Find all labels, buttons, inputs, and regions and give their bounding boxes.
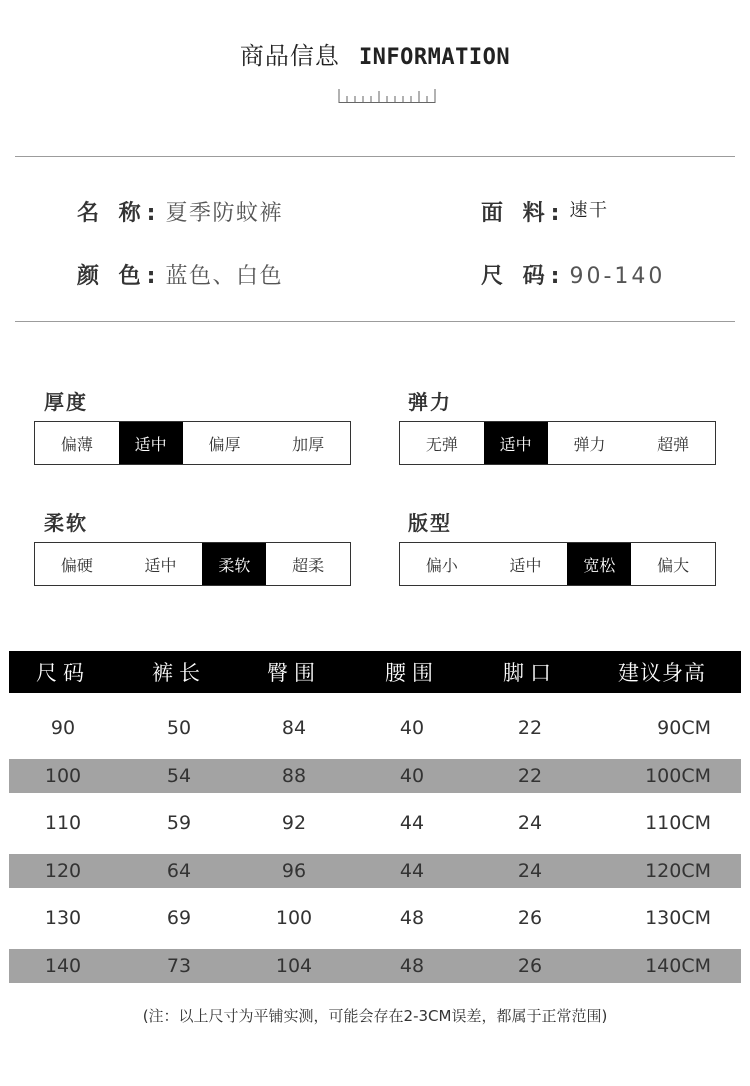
size-table-header — [9, 651, 741, 693]
cell-height: 110CM — [645, 812, 711, 834]
info-name — [77, 196, 283, 227]
softness-title: 柔软 — [44, 511, 88, 535]
cell-length: 50 — [166, 717, 192, 739]
table-row — [9, 759, 741, 793]
cell-waist: 44 — [399, 860, 425, 882]
fit-option-loose-selected: 宽松 — [567, 543, 631, 585]
size-colon: : — [550, 264, 560, 289]
fabric-colon: : — [550, 201, 560, 226]
elasticity-option-none: 无弹 — [425, 434, 458, 454]
fit-title: 版型 — [408, 511, 452, 535]
cell-size: 100 — [44, 765, 82, 787]
cell-waist: 40 — [399, 765, 425, 787]
cell-leg-opening: 22 — [517, 717, 543, 739]
softness-option-super-soft: 超柔 — [292, 555, 325, 575]
cell-length: 69 — [166, 907, 192, 929]
divider-top — [15, 156, 735, 157]
divider-middle — [15, 321, 735, 322]
cell-height: 100CM — [645, 765, 711, 787]
color-colon: : — [146, 264, 156, 289]
cell-waist: 48 — [399, 955, 425, 977]
table-row — [9, 806, 741, 840]
cell-waist: 48 — [399, 907, 425, 929]
table-row — [9, 901, 741, 935]
cell-hip: 96 — [281, 860, 307, 882]
color-value: 蓝色、白色 — [165, 264, 283, 289]
cell-length: 73 — [166, 955, 192, 977]
cell-size: 120 — [44, 860, 82, 882]
cell-length: 54 — [166, 765, 192, 787]
cell-height: 130CM — [645, 907, 711, 929]
fabric-value: 速干 — [569, 200, 609, 221]
ruler-ornament-icon — [338, 89, 436, 103]
cell-height: 120CM — [645, 860, 711, 882]
fit-option-small: 偏小 — [425, 555, 458, 575]
elasticity-title: 弹力 — [408, 390, 452, 414]
cell-hip: 84 — [281, 717, 307, 739]
header-suggested-height: 建议身高 — [618, 661, 706, 685]
cell-leg-opening: 26 — [517, 955, 543, 977]
cell-length: 59 — [166, 812, 192, 834]
size-value: 90-140 — [569, 264, 666, 289]
cell-hip: 100 — [275, 907, 313, 929]
title-english: INFORMATION — [358, 45, 511, 70]
table-row — [9, 711, 741, 745]
elasticity-option-super: 超弹 — [657, 434, 690, 454]
thickness-option-medium-selected: 适中 — [119, 422, 183, 464]
name-label: 名 称 — [77, 201, 147, 226]
cell-leg-opening: 26 — [517, 907, 543, 929]
fit-scale — [399, 542, 716, 586]
cell-hip: 92 — [281, 812, 307, 834]
thickness-scale — [34, 421, 351, 465]
cell-waist: 44 — [399, 812, 425, 834]
name-colon: : — [146, 201, 156, 226]
cell-hip: 88 — [281, 765, 307, 787]
elasticity-option-medium-selected: 适中 — [484, 422, 548, 464]
cell-leg-opening: 24 — [517, 860, 543, 882]
header-size: 尺码 — [36, 661, 90, 685]
cell-hip: 104 — [275, 955, 313, 977]
elasticity-scale — [399, 421, 716, 465]
cell-size: 110 — [44, 812, 82, 834]
cell-leg-opening: 24 — [517, 812, 543, 834]
cell-size: 130 — [44, 907, 82, 929]
header-waist: 腰围 — [385, 661, 439, 685]
thickness-option-thin: 偏薄 — [60, 434, 93, 454]
softness-option-soft-selected: 柔软 — [202, 543, 266, 585]
header-leg-opening: 脚口 — [503, 661, 557, 685]
cell-size: 140 — [44, 955, 82, 977]
color-label: 颜 色 — [77, 264, 147, 289]
cell-leg-opening: 22 — [517, 765, 543, 787]
thickness-option-thick: 偏厚 — [208, 434, 241, 454]
softness-option-hard: 偏硬 — [60, 555, 93, 575]
thickness-title: 厚度 — [44, 390, 88, 414]
elasticity-option-elastic: 弹力 — [573, 434, 606, 454]
fit-option-large: 偏大 — [657, 555, 690, 575]
cell-length: 64 — [166, 860, 192, 882]
measurement-note: (注：以上尺寸为平铺实测，可能会存在2-3CM误差，都属于正常范围) — [142, 1007, 608, 1025]
fit-option-medium: 适中 — [509, 555, 542, 575]
cell-size: 90 — [50, 717, 76, 739]
size-label: 尺 码 — [481, 264, 551, 289]
table-row — [9, 949, 741, 983]
header-pants-length: 裤长 — [152, 661, 206, 685]
info-color — [77, 259, 283, 290]
thickness-option-extra-thick: 加厚 — [292, 434, 325, 454]
info-fabric — [481, 196, 608, 227]
softness-option-medium: 适中 — [144, 555, 177, 575]
table-row — [9, 854, 741, 888]
title-chinese: 商品信息 — [239, 42, 340, 70]
cell-waist: 40 — [399, 717, 425, 739]
name-value: 夏季防蚊裤 — [165, 201, 283, 226]
info-size — [481, 259, 665, 290]
page-title — [0, 36, 750, 71]
softness-scale — [34, 542, 351, 586]
cell-height: 140CM — [645, 955, 711, 977]
cell-height: 90CM — [657, 717, 711, 739]
fabric-label: 面 料 — [481, 201, 551, 226]
header-hip: 臀围 — [267, 661, 321, 685]
